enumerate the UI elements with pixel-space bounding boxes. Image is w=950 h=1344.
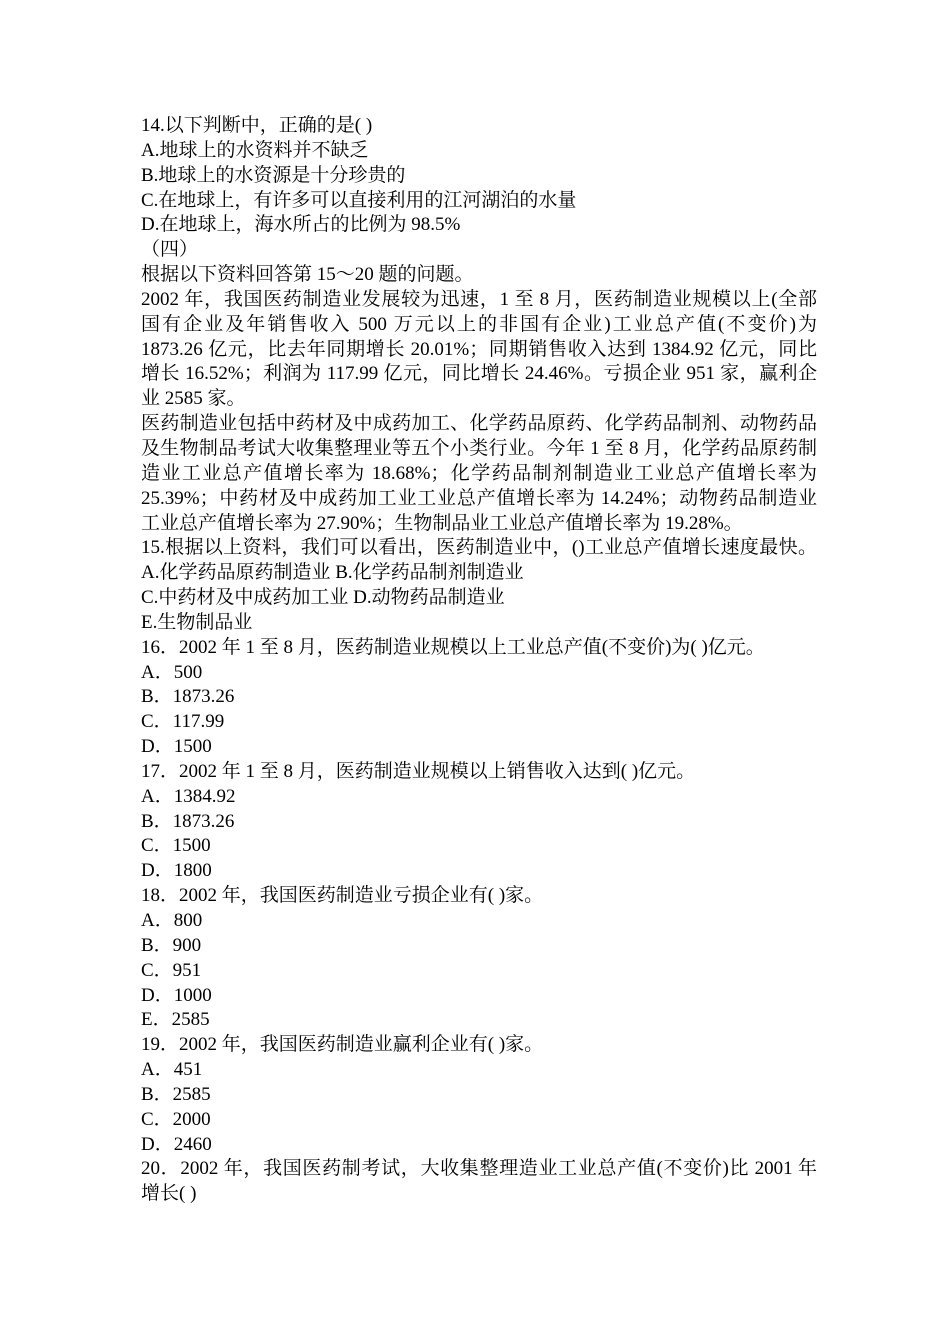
options-15-cd: C.中药材及中成药加工业 D.动物药品制造业 — [141, 587, 505, 609]
passage-line: 增长 16.52%；利润为 117.99 亿元，同比增长 24.46%。亏损企业 951 家，赢利企 — [141, 363, 817, 385]
passage-line: 业 2585 家。 — [141, 388, 246, 410]
option-19-a: A．451 — [141, 1059, 203, 1081]
section-four-heading: （四） — [141, 239, 199, 261]
option-18-a: A．800 — [141, 910, 203, 931]
option-19-c: C．2000 — [141, 1108, 211, 1130]
question-16: 16．2002 年 1 至 8 月，医药制造业规模以上工业总产值(不变价)为( )亿元。 — [141, 636, 765, 658]
question-18: 18．2002 年，我国医药制造业亏损企业有( )家。 — [141, 885, 544, 907]
option-16-a: A．500 — [141, 661, 203, 683]
option-18-d: D．1000 — [141, 984, 212, 1006]
option-14-a: A.地球上的水资料并不缺乏 — [141, 139, 369, 161]
question-15: 15.根据以上资料，我们可以看出，医药制造业中，()工业总产值增长速度最快。 — [141, 537, 817, 559]
question-17: 17．2002 年 1 至 8 月，医药制造业规模以上销售收入达到( )亿元。 — [141, 760, 696, 782]
question-20: 20．2002 年，我国医药制考试，大收集整理造业工业总产值(不变价)比 2001 年 — [141, 1158, 817, 1180]
option-17-d: D．1800 — [141, 860, 212, 882]
passage-line: 国有企业及年销售收入 500 万元以上的非国有企业)工业总产值(不变价)为 — [141, 313, 817, 335]
option-16-d: D．1500 — [141, 736, 212, 758]
passage-line: 医药制造业包括中药材及中成药加工、化学药品原药、化学药品制剂、动物药品 — [141, 413, 817, 435]
passage-line: 25.39%；中药材及中成药加工业工业总产值增长率为 14.24%；动物药品制造业 — [141, 487, 817, 509]
option-16-c: C．117.99 — [141, 711, 225, 733]
option-17-b: B．1873.26 — [141, 810, 235, 832]
options-15-ab: A.化学药品原药制造业 B.化学药品制剂制造业 — [141, 562, 524, 584]
question-20-cont: 增长( ) — [141, 1183, 197, 1205]
passage-line: 1873.26 亿元，比去年同期增长 20.01%；同期销售收入达到 1384.92 亿元，同比 — [141, 338, 817, 360]
option-19-b: B．2585 — [141, 1083, 211, 1105]
passage-line: 造业工业总产值增长率为 18.68%；化学药品制剂制造业工业总产值增长率为 — [141, 462, 817, 484]
option-17-a: A．1384.92 — [141, 785, 236, 807]
question-14: 14.以下判断中，正确的是( ) — [141, 115, 373, 136]
document-page — [141, 114, 817, 1207]
passage-line: 工业总产值增长率为 27.90%；生物制品业工业总产值增长率为 19.28%。 — [141, 512, 743, 534]
option-17-c: C．1500 — [141, 835, 211, 857]
passage-line: 2002 年，我国医药制造业发展较为迅速，1 至 8 月，医药制造业规模以上(全部 — [141, 288, 817, 310]
option-19-d: D．2460 — [141, 1133, 212, 1155]
option-14-c: C.在地球上，有许多可以直接利用的江河湖泊的水量 — [141, 189, 577, 211]
option-14-b: B.地球上的水资源是十分珍贵的 — [141, 164, 406, 186]
option-16-b: B．1873.26 — [141, 686, 235, 708]
option-18-e: E．2585 — [141, 1009, 210, 1031]
question-19: 19．2002 年，我国医药制造业赢利企业有( )家。 — [141, 1034, 544, 1056]
passage-intro: 根据以下资料回答第 15～20 题的问题。 — [141, 264, 474, 286]
option-14-d: D.在地球上，海水所占的比例为 98.5% — [141, 214, 461, 236]
option-18-c: C．951 — [141, 959, 202, 981]
option-15-e: E.生物制品业 — [141, 611, 253, 633]
passage-line: 及生物制品考试大收集整理业等五个小类行业。今年 1 至 8 月，化学药品原药制 — [141, 437, 817, 459]
option-18-b: B．900 — [141, 934, 202, 956]
